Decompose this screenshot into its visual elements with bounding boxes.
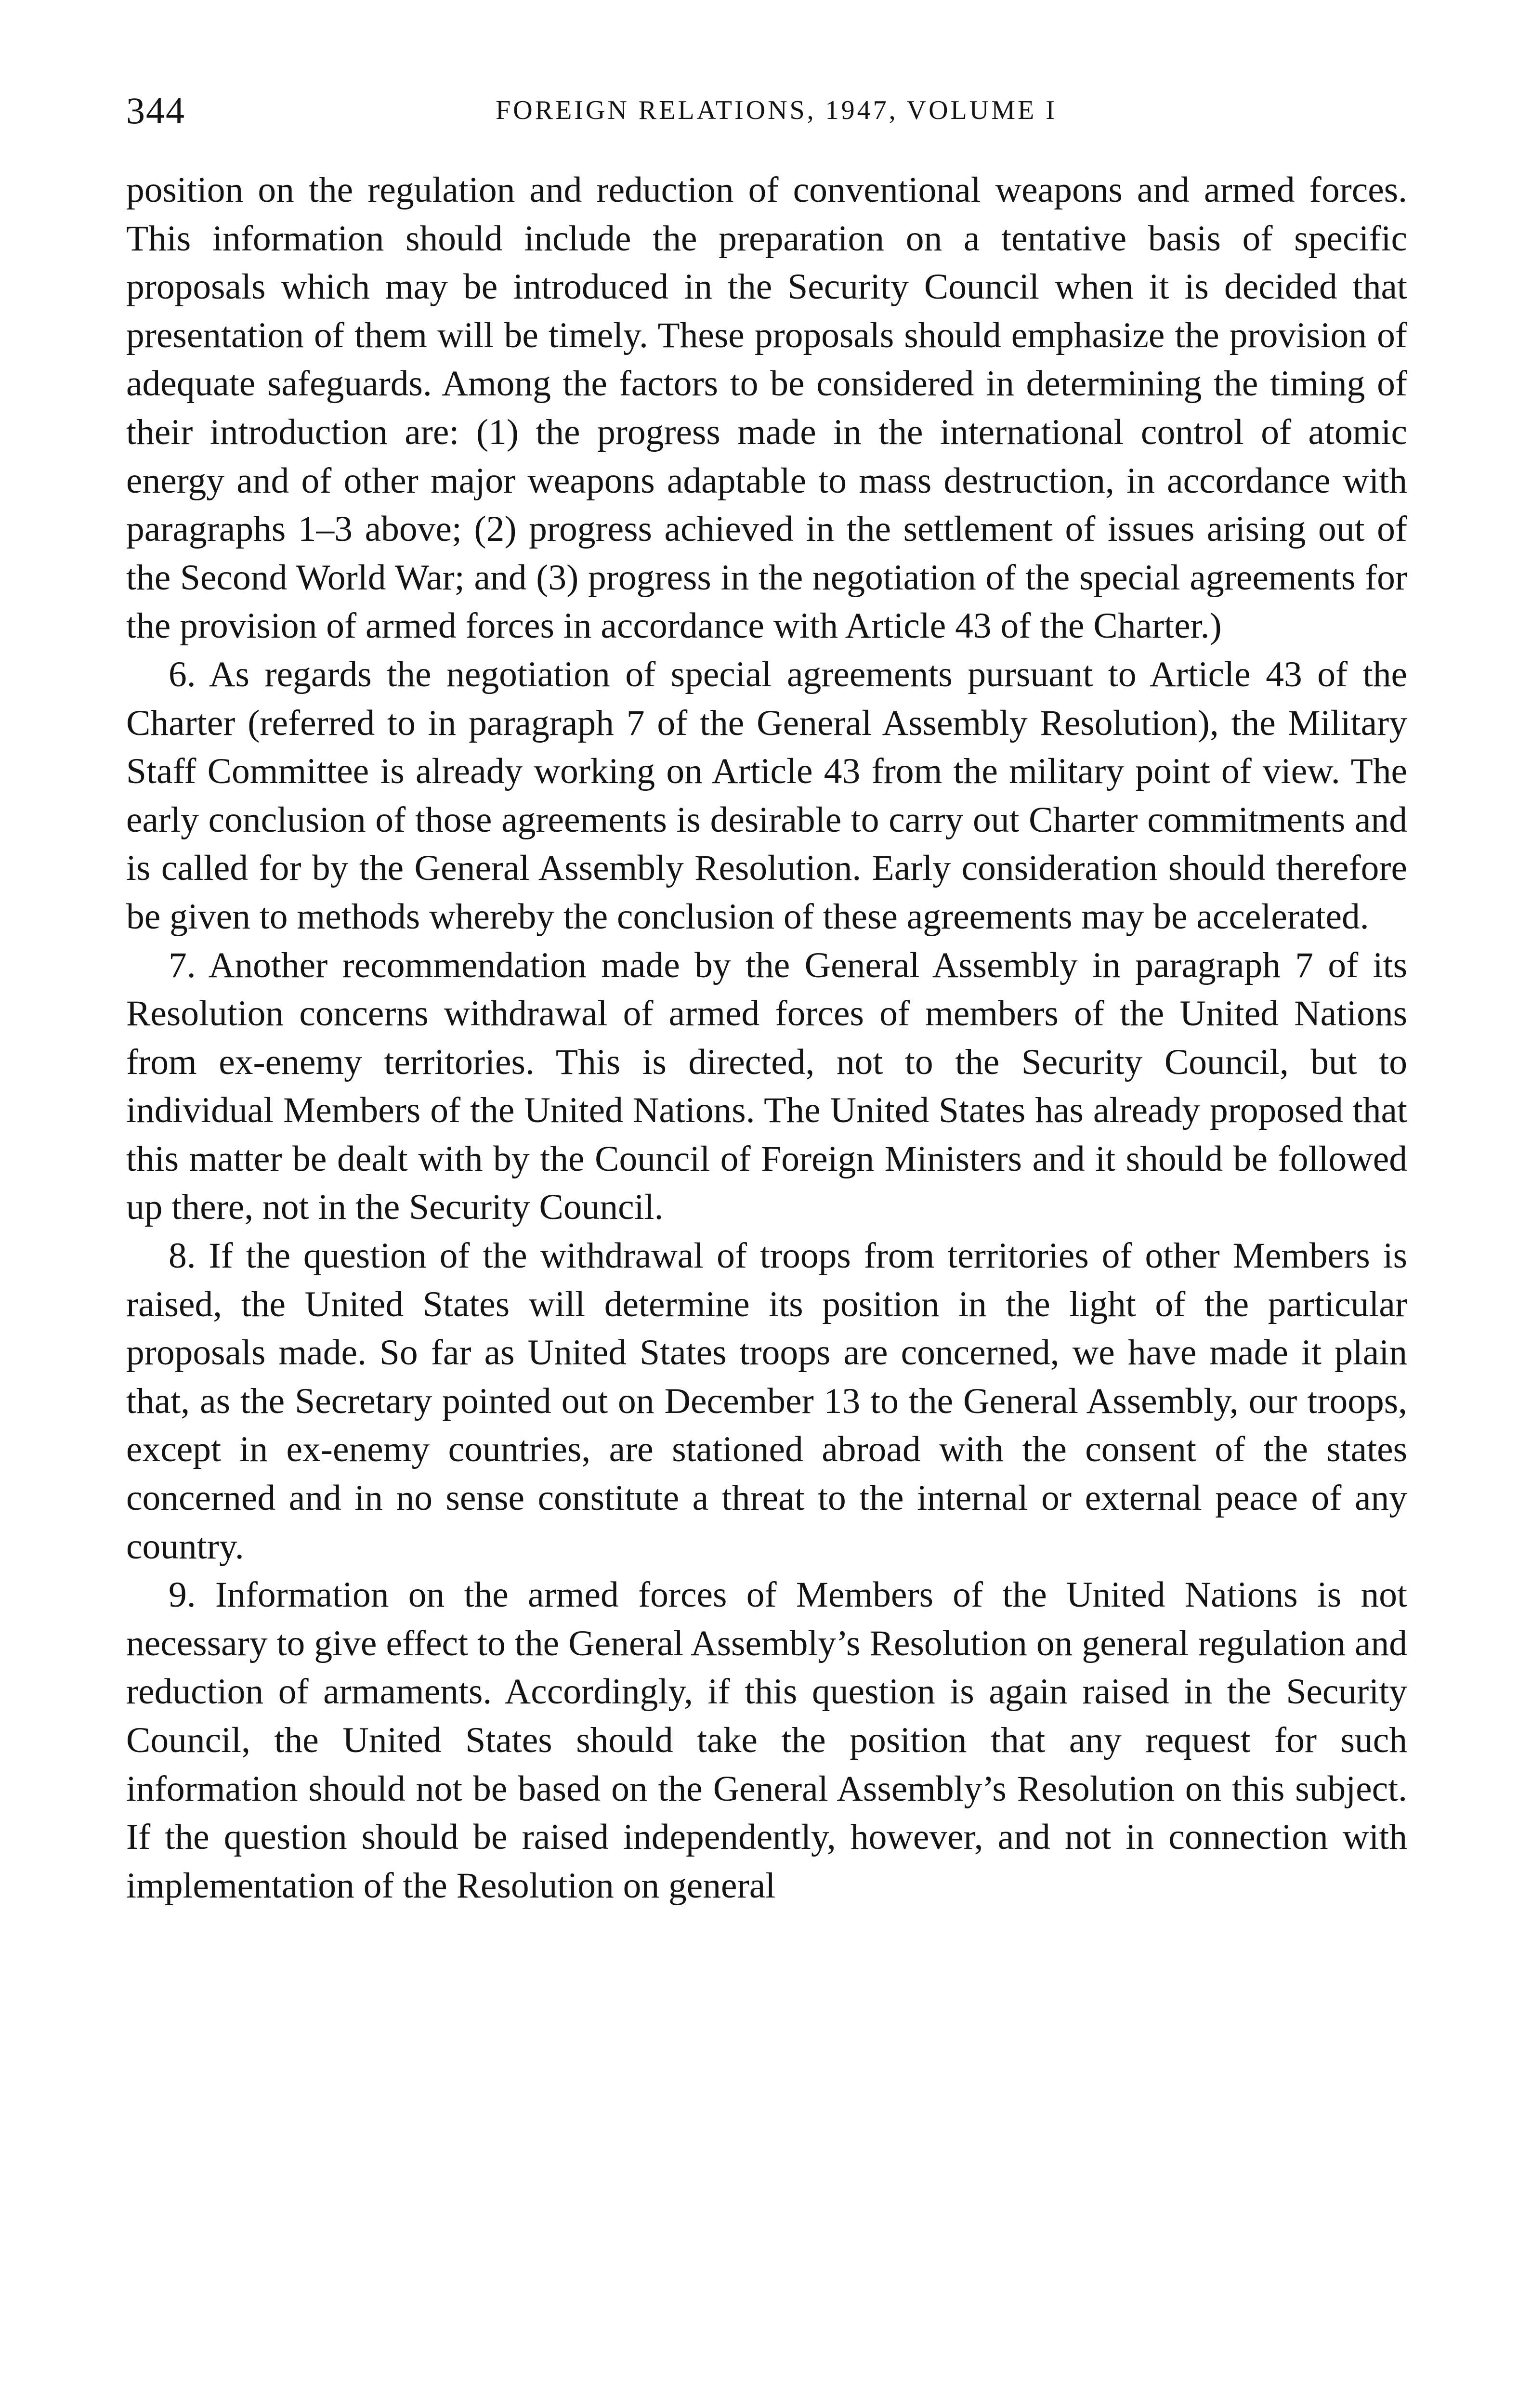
page-header xyxy=(126,89,1407,142)
page-number: 344 xyxy=(126,90,185,131)
paragraph-7: 7. Another recommendation made by the General Assembly in paragraph 7 of its Resolution concerns withdrawal of armed forces of members of the United Nations from ex-enemy territories. This is directed, not to the Security Council, but to individual Members of the United Nations. The United States has already proposed that this matter be dealt with by the Council of Foreign Ministers and it should be followed up there, not in the Security Council. xyxy=(126,945,1407,1228)
body-text xyxy=(126,166,1407,1910)
paragraph-continued: position on the regulation and reduction of conventional weapons and armed forces. This information should include the preparation on a tentative basis of specific proposals which may be introduced in the Security Council when it is decided that presentation of them will be timely. These proposals should emphasize the provision of adequate safeguards. Among the factors to be considered in determining the timing of their introduction are: (1) the progress made in the international control of atomic energy and of other major weapons adaptable to mass destruction, in accordance with paragraphs 1–3 above; (2) progress achieved in the settlement of issues arising out of the Second World War; and (3) progress in the negotiation of the special agreements for the provision of armed forces in accordance with Article 43 of the Charter.) xyxy=(126,170,1407,646)
running-title: FOREIGN RELATIONS, 1947, VOLUME I xyxy=(496,95,1057,125)
paragraph-8: 8. If the question of the withdrawal of troops from territories of other Members is raised, the United States will determine its position in the light of the particular proposals made. So far as United States troops are concerned, we have made it plain that, as the Secretary pointed out on December 13 to the General Assembly, our troops, except in ex-enemy countries, are stationed abroad with the consent of the states concerned and in no sense constitute a threat to the internal or external peace of any country. xyxy=(126,1236,1407,1567)
paragraph-9: 9. Information on the armed forces of Members of the United Nations is not necessary to give effect to the General Assembly’s Resolution on general regulation and reduction of armaments. Accordingly, if this question is again raised in the Security Council, the United States should take the position that any request for such information should not be based on the General Assembly’s Resolution on this subject. If the question should be raised independently, however, and not in connection with implementation of the Resolution on general xyxy=(126,1575,1407,1906)
paragraph-6: 6. As regards the negotiation of special agreements pursuant to Article 43 of the Charter (referred to in paragraph 7 of the General Assembly Resolution), the Military Staff Committee is already working on Article 43 from the military point of view. The early conclusion of those agreements is desirable to carry out Charter commitments and is called for by the General Assembly Resolution. Early consideration should therefore be given to methods whereby the conclusion of these agreements may be accelerated. xyxy=(126,654,1407,937)
